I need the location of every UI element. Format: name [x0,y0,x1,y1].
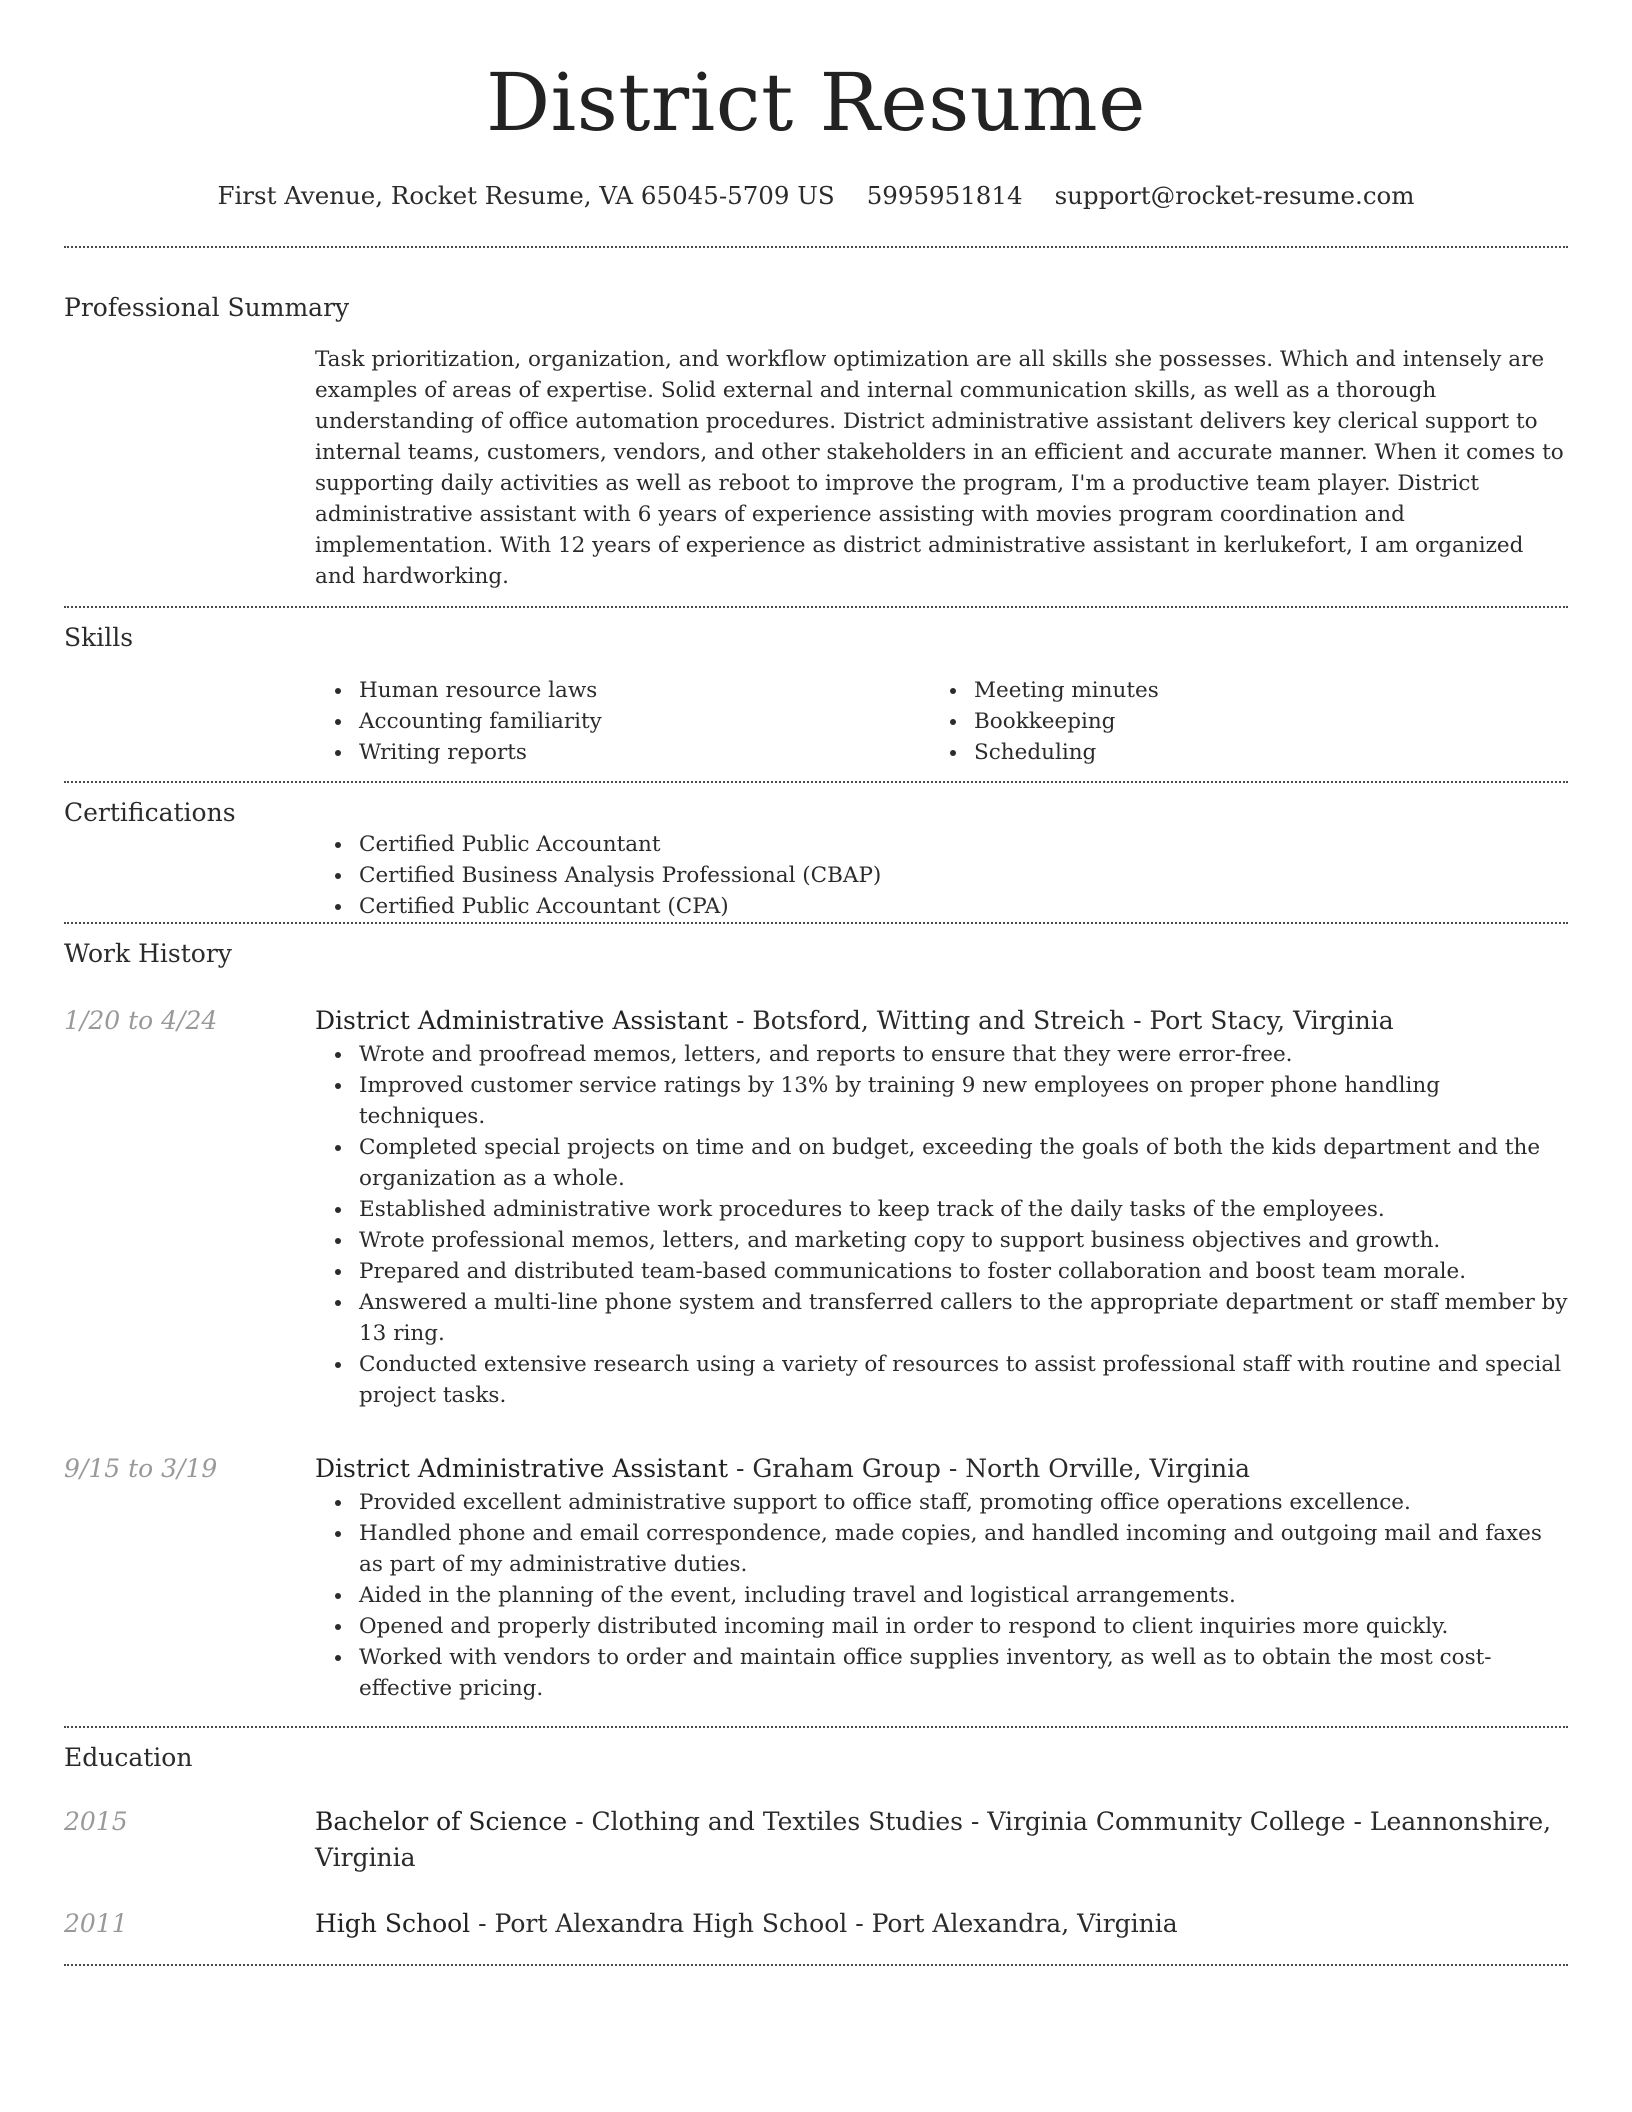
work-bullet: Handled phone and email correspondence, made copies, and handled incoming and outgoing mail and faxes as part of my administrative duties. [359,1518,1568,1580]
contact-line [64,180,1568,212]
work-bullet: Wrote and proofread memos, letters, and reports to ensure that they were error-free. [359,1039,1568,1070]
education-year: 2011 [64,1909,128,1938]
summary-heading: Professional Summary [64,293,350,322]
contact-email: support@rocket-resume.com [1054,181,1415,210]
education-year: 2015 [64,1807,128,1836]
work-bullet: Wrote professional memos, letters, and marketing copy to support business objectives and growth. [359,1225,1568,1256]
work-bullet: Worked with vendors to order and maintain office supplies inventory, as well as to obtain the most cost-effective pricing. [359,1642,1568,1704]
work-bullet: Established administrative work procedures to keep track of the daily tasks of the employees. [359,1194,1568,1225]
work-bullets [315,1487,1568,1704]
work-entry [64,1003,1568,1411]
job-role: District Administrative Assistant [315,1006,728,1035]
skills-list-right [930,675,1545,768]
work-title [315,1003,1568,1039]
work-bullet: Improved customer service ratings by 13% by training 9 new employees on proper phone handling techniques. [359,1070,1568,1132]
resume-name: District Resume [486,56,1146,149]
skill-item: Bookkeeping [974,706,1545,737]
education-entry [64,1804,1568,1876]
work-bullet: Opened and properly distributed incoming mail in order to respond to client inquiries more quickly. [359,1611,1568,1642]
skills-heading: Skills [64,623,134,652]
skill-item: Accounting familiarity [359,706,930,737]
section-divider [64,1964,1568,1966]
job-employer-location: - Graham Group - North Orville, Virginia [728,1454,1251,1483]
work-bullets [315,1039,1568,1411]
education-title [315,1906,1568,1942]
skill-item: Scheduling [974,737,1545,768]
work-dates: 9/15 to 3/19 [64,1454,218,1483]
certification-item: Certified Public Accountant [359,829,1568,860]
resume-page [64,0,1568,1966]
work-bullet: Aided in the planning of the event, including travel and logistical arrangements. [359,1580,1568,1611]
work-history-heading: Work History [64,939,232,968]
work-entry [64,1451,1568,1704]
summary-section [64,248,1568,592]
work-bullet: Answered a multi-line phone system and transferred callers to the appropriate department or staff member by 13 ring. [359,1287,1568,1349]
degree: Bachelor of Science [315,1807,568,1836]
education-title [315,1804,1568,1876]
work-bullet: Conducted extensive research using a variety of resources to assist professional staff with routine and special project tasks. [359,1349,1568,1411]
certifications-heading: Certifications [64,798,236,827]
certification-item: Certified Public Accountant (CPA) [359,891,1568,922]
work-bullet: Prepared and distributed team-based communications to foster collaboration and boost team morale. [359,1256,1568,1287]
work-dates: 1/20 to 4/24 [64,1006,218,1035]
job-employer-location: - Botsford, Witting and Streich - Port Stacy, Virginia [728,1006,1394,1035]
summary-text: Task prioritization, organization, and workflow optimization are all skills she possesses. Which and intensely are examples of areas of expertise. Solid external and internal communication skills, as well as a thorough understanding of office automation procedures. District administrative assistant delivers key clerical support to internal teams, customers, vendors, and other stakeholders in an efficient and accurate manner. When it comes to supporting daily activities as well as reboot to improve the program, I'm a productive team player. District administrative assistant with 6 years of experience assisting with movies program coordination and implementation. With 12 years of experience as district administrative assistant in kerlukefort, I am organized and hardworking. [315,347,1564,589]
degree: High School [315,1909,471,1938]
school-details: - Clothing and Textiles Studies - Virginia Community College - Leannonshire, Virginia [315,1807,1552,1872]
school-details: - Port Alexandra High School - Port Alexandra, Virginia [470,1909,1178,1938]
work-bullet: Completed special projects on time and on budget, exceeding the goals of both the kids department and the organization as a whole. [359,1132,1568,1194]
job-role: District Administrative Assistant [315,1454,728,1483]
work-title [315,1451,1568,1487]
skills-list-left [315,675,930,768]
contact-address: First Avenue, Rocket Resume, VA 65045-5709 US [217,181,835,210]
education-heading: Education [64,1743,193,1772]
work-bullet: Provided excellent administrative support to office staff, promoting office operations excellence. [359,1487,1568,1518]
skill-item: Writing reports [359,737,930,768]
work-history-section [64,924,1568,1704]
skills-section [64,608,1568,768]
education-section [64,1728,1568,1942]
skill-item: Human resource laws [359,675,930,706]
skill-item: Meeting minutes [974,675,1545,706]
certifications-section [64,783,1568,922]
certifications-list [315,829,1568,922]
certification-item: Certified Business Analysis Professional (CBAP) [359,860,1568,891]
contact-phone: 5995951814 [866,181,1023,210]
education-entry [64,1906,1568,1942]
